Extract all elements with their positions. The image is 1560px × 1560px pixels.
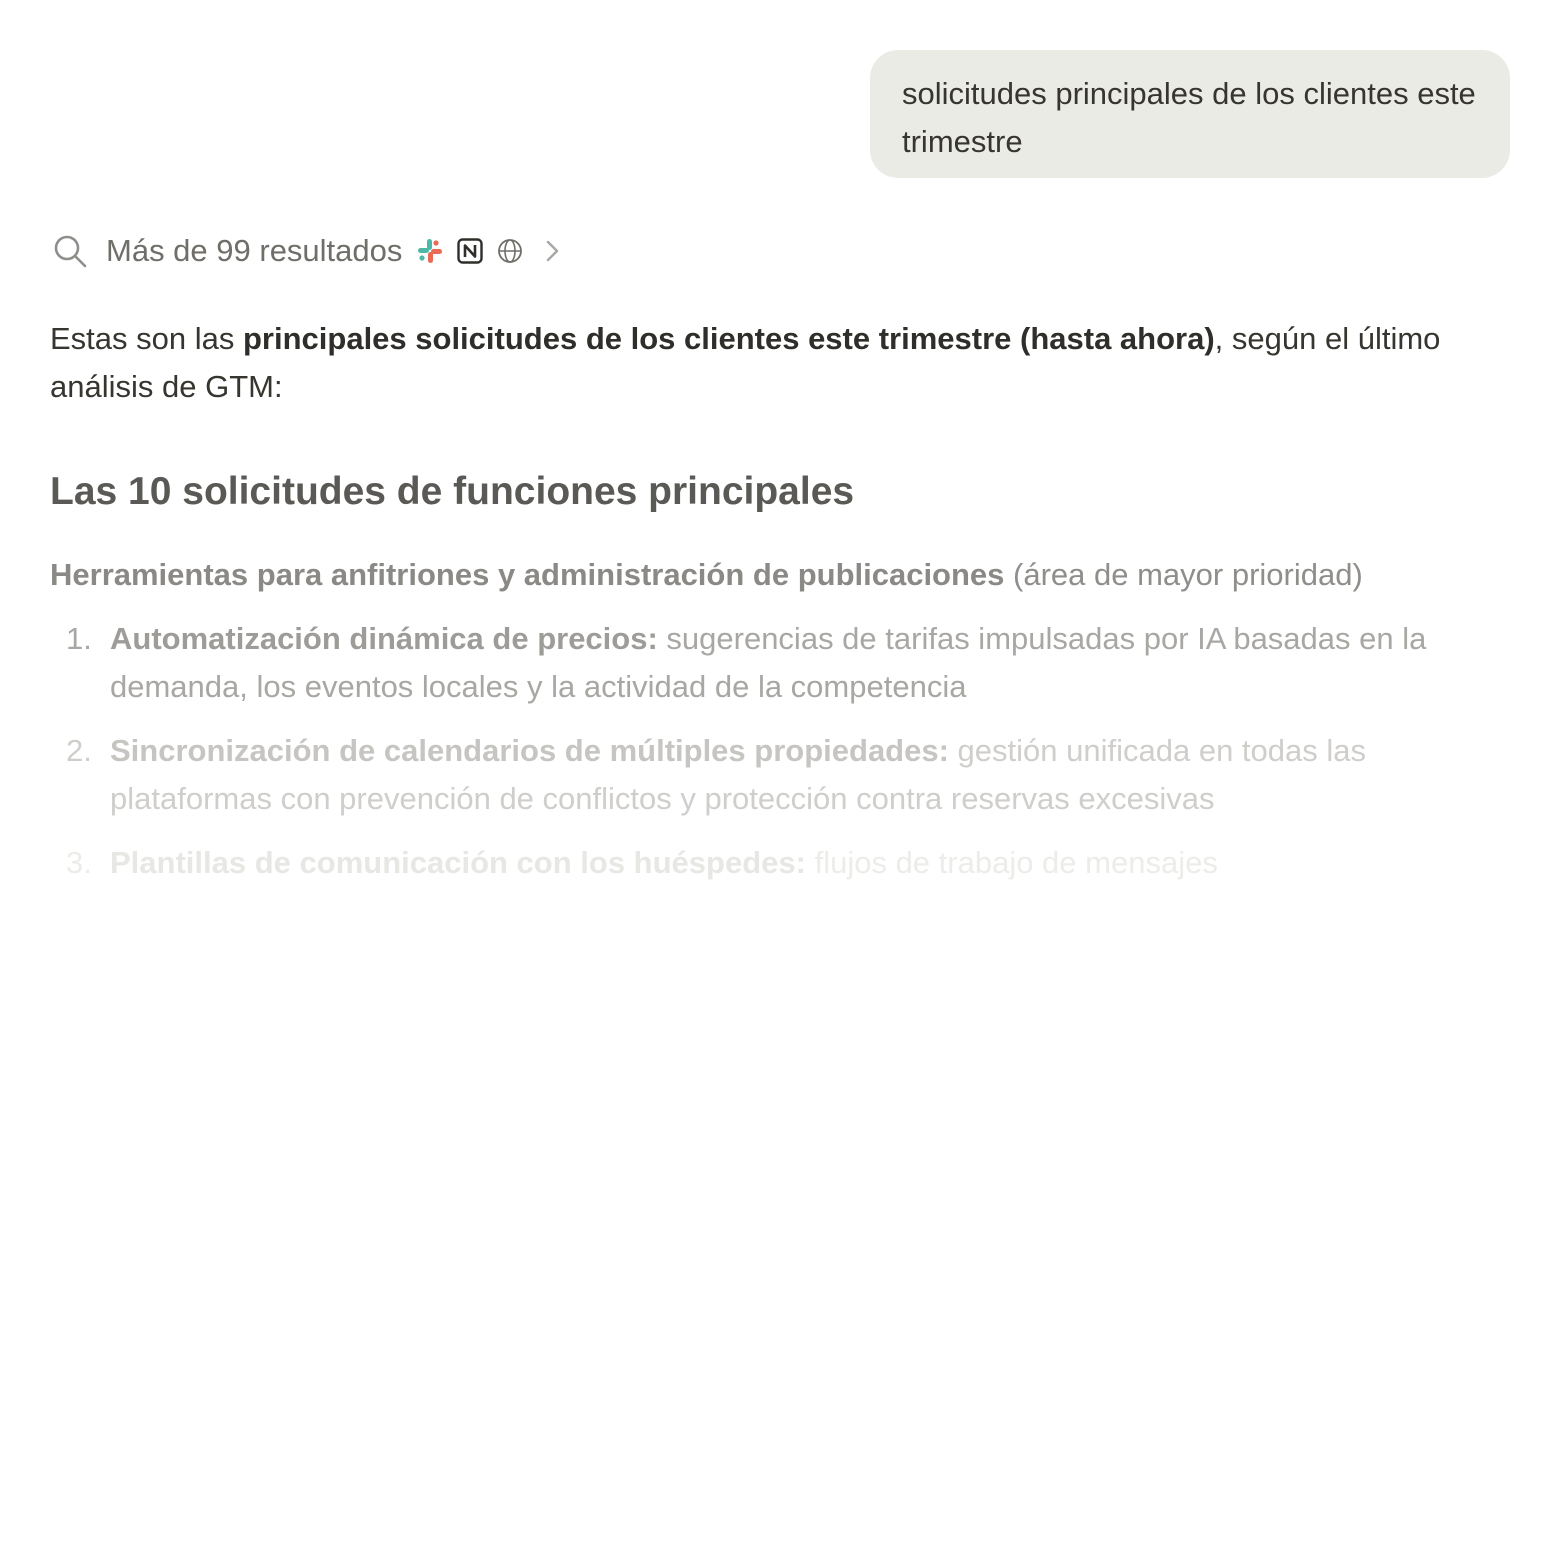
section-title: Herramientas para anfitriones y administración de publicaciones [50, 557, 1005, 592]
notion-icon [444, 237, 484, 265]
section-label [50, 551, 1363, 599]
response-intro [50, 315, 1510, 411]
list-item [50, 727, 1490, 823]
intro-bold: principales solicitudes de los clientes este trimestre (hasta ahora) [242, 321, 1215, 356]
list-item-number: 2. [66, 733, 92, 768]
slack-icon [402, 237, 444, 265]
user-message-bubble [870, 50, 1510, 178]
search-icon [52, 233, 106, 269]
response-heading: Las 10 solicitudes de funciones principales [50, 470, 855, 513]
list-item-title: Automatización dinámica de precios: [110, 621, 658, 656]
user-message-text: solicitudes principales de los clientes este trimestre [902, 76, 1476, 159]
intro-suffix: , según el último análisis de GTM: [50, 321, 1441, 404]
globe-icon [484, 237, 524, 265]
section-note: (área de mayor prioridad) [1004, 557, 1363, 592]
list-item-number: 1. [66, 621, 92, 656]
search-results-toggle[interactable] [52, 228, 564, 274]
list-item [50, 615, 1490, 711]
chevron-right-icon[interactable] [524, 236, 564, 266]
list-item-description: gestión unificada en todas las plataformas con prevención de conflictos y protección contra reservas excesivas [110, 733, 1366, 816]
feature-request-list [50, 615, 1490, 903]
list-item-title: Sincronización de calendarios de múltiples propiedades: [110, 733, 949, 768]
list-item-description: flujos de trabajo de mensajes [805, 845, 1218, 880]
list-item-number: 3. [66, 845, 92, 880]
search-results-label: Más de 99 resultados [106, 233, 403, 268]
list-item-description: sugerencias de tarifas impulsadas por IA basadas en la demanda, los eventos locales y la actividad de la competencia [110, 621, 1427, 704]
list-item-title: Plantillas de comunicación con los huéspedes: [110, 845, 806, 880]
intro-prefix: Estas son las [50, 321, 243, 356]
list-item [50, 839, 1490, 887]
